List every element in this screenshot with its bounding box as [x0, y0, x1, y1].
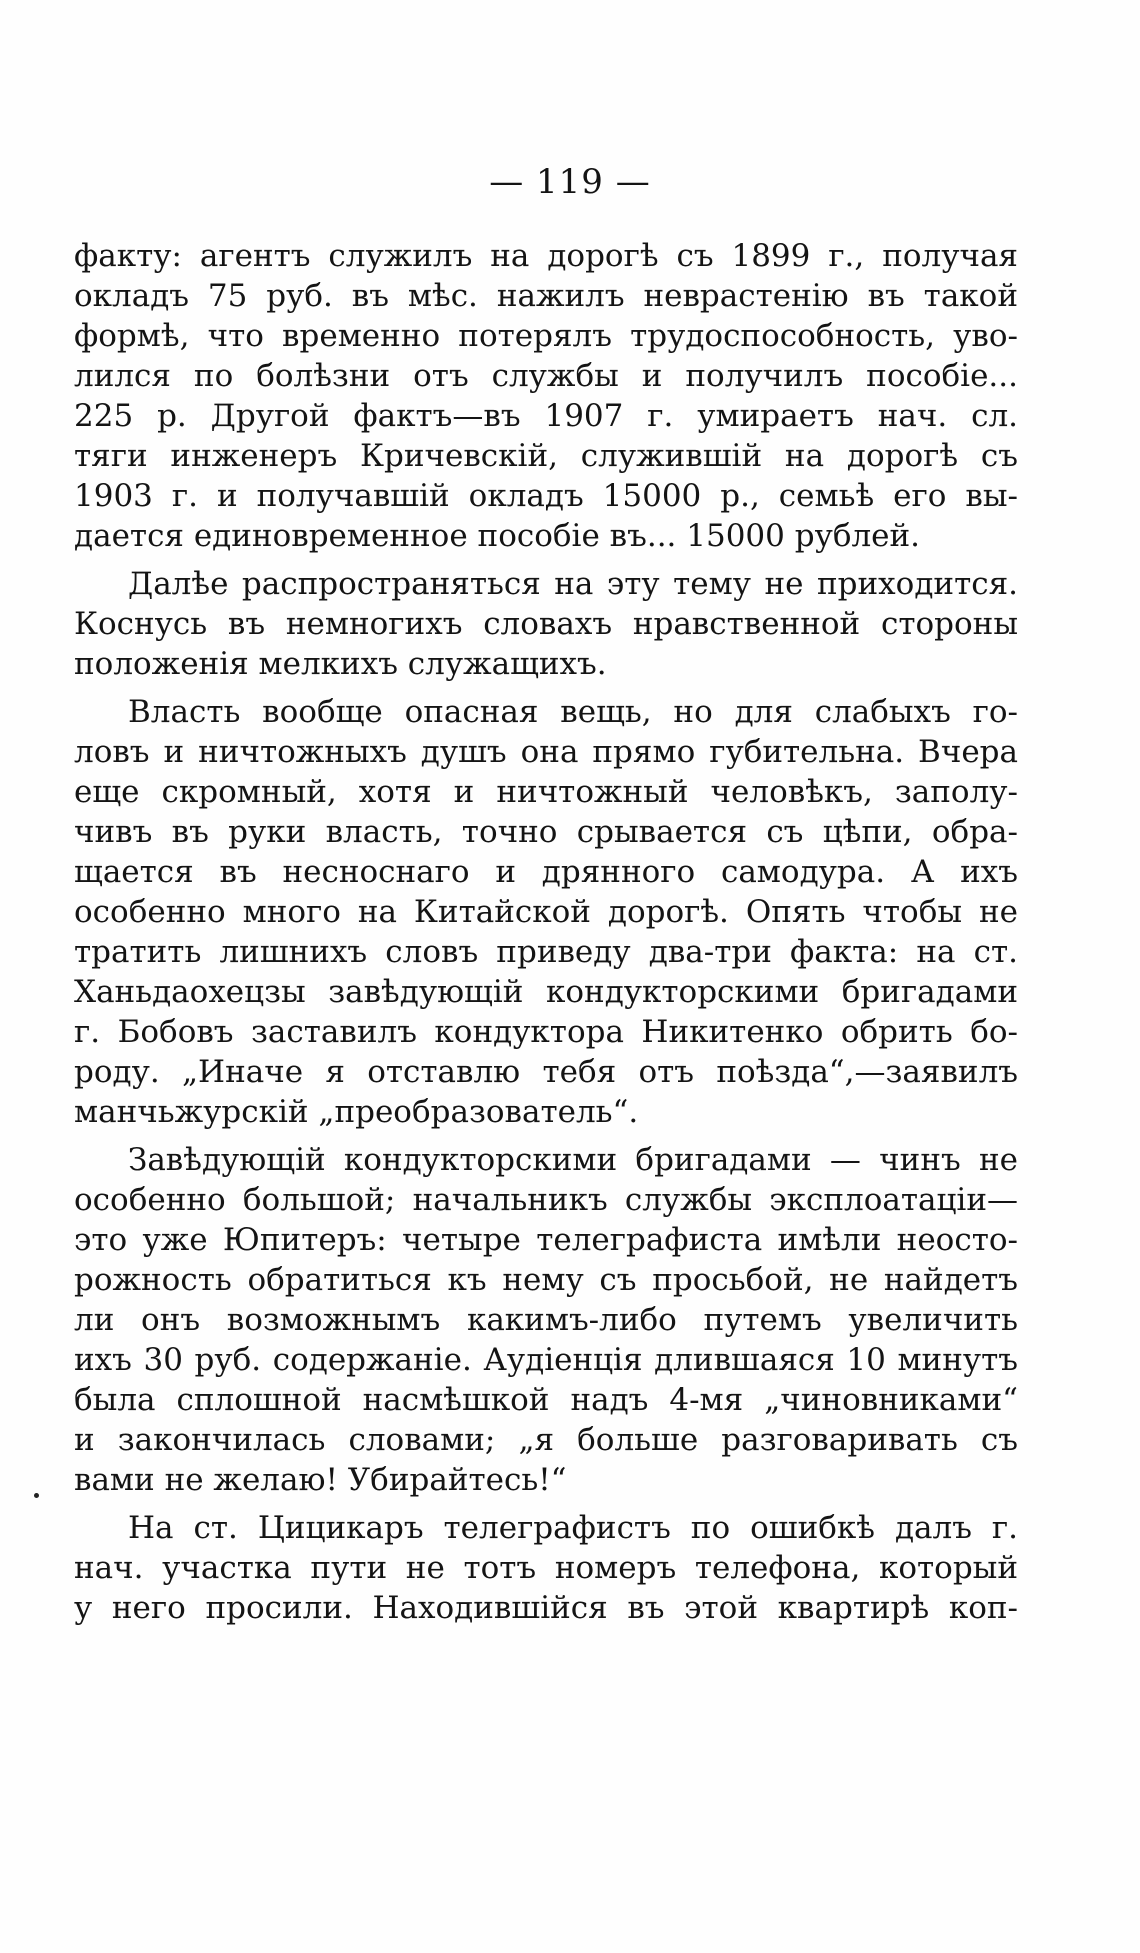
text-line: у него просили. Находившійся въ этой квартирѣ коп-: [74, 1590, 1018, 1626]
text-line: формѣ, что временно потерялъ трудоспособность, уво-: [74, 318, 1018, 354]
text-line: тратить лишнихъ словъ приведу два-три факта: на ст.: [74, 934, 1018, 970]
text-line: и закончилась словами; „я больше разговаривать съ: [74, 1422, 1018, 1458]
text-line: лился по болѣзни отъ службы и получилъ пособіе...: [74, 358, 1018, 394]
paragraph-start-line: Завѣдующій кондукторскими бригадами — чинъ не: [128, 1142, 1018, 1178]
paragraph-start-line: На ст. Цицикаръ телеграфистъ по ошибкѣ далъ г.: [128, 1510, 1018, 1546]
text-line: это уже Юпитеръ: четыре телеграфиста имѣли неосто-: [74, 1222, 1018, 1258]
text-line: чивъ въ руки власть, точно срывается съ цѣпи, обра-: [74, 814, 1018, 850]
text-line: факту: агентъ служилъ на дорогѣ съ 1899 г., получая: [74, 238, 1018, 274]
text-line: г. Бобовъ заставилъ кондуктора Никитенко обрить бо-: [74, 1014, 1018, 1050]
paragraph-start-line: Власть вообще опасная вещь, но для слабыхъ го-: [128, 694, 1018, 730]
text-line: ловъ и ничтожныхъ душъ она прямо губительна. Вчера: [74, 734, 1018, 770]
text-line: еще скромный, хотя и ничтожный человѣкъ, заполу-: [74, 774, 1018, 810]
text-line: щается въ несноснаго и дрянного самодура. А ихъ: [74, 854, 1018, 890]
text-line: окладъ 75 руб. въ мѣс. нажилъ неврастенію въ такой: [74, 278, 1018, 314]
text-line: дается единовременное пособіе въ... 15000 рублей.: [74, 518, 921, 554]
text-line: ихъ 30 руб. содержаніе. Аудіенція длившаяся 10 минутъ: [74, 1342, 1018, 1378]
text-line: особенно много на Китайской дорогѣ. Опять чтобы не: [74, 894, 1018, 930]
text-line: 1903 г. и получавшій окладъ 15000 р., семьѣ его вы-: [74, 478, 1018, 514]
text-line: манчьжурскій „преобразователь“.: [74, 1094, 639, 1130]
text-line: нач. участка пути не тотъ номеръ телефона, который: [74, 1550, 1018, 1586]
paragraph-start-line: Далѣе распространяться на эту тему не приходится.: [128, 566, 1018, 602]
text-line: вами не желаю! Убирайтесь!“: [74, 1462, 567, 1498]
text-line: положенія мелкихъ служащихъ.: [74, 646, 607, 682]
page-number: — 119 —: [489, 162, 651, 202]
text-line: 225 р. Другой фактъ—въ 1907 г. умираетъ нач. сл.: [74, 398, 1018, 434]
text-line: Коснусь въ немногихъ словахъ нравственной стороны: [74, 606, 1018, 642]
text-line: тяги инженеръ Кричевскій, служившій на дорогѣ съ: [74, 438, 1018, 474]
text-line: была сплошной насмѣшкой надъ 4-мя „чиновниками“: [74, 1382, 1018, 1418]
text-line: рожность обратиться къ нему съ просьбой, не найдетъ: [74, 1262, 1018, 1298]
text-line: ли онъ возможнымъ какимъ-либо путемъ увеличить: [74, 1302, 1018, 1338]
text-line: роду. „Иначе я отставлю тебя отъ поѣзда“,—заявилъ: [74, 1054, 1018, 1090]
text-line: особенно большой; начальникъ службы эксплоатаціи—: [74, 1182, 1018, 1218]
body-text: [74, 236, 1018, 1628]
text-line: Ханьдаохецзы завѣдующій кондукторскими бригадами: [74, 974, 1018, 1010]
margin-speck: [34, 1493, 39, 1498]
